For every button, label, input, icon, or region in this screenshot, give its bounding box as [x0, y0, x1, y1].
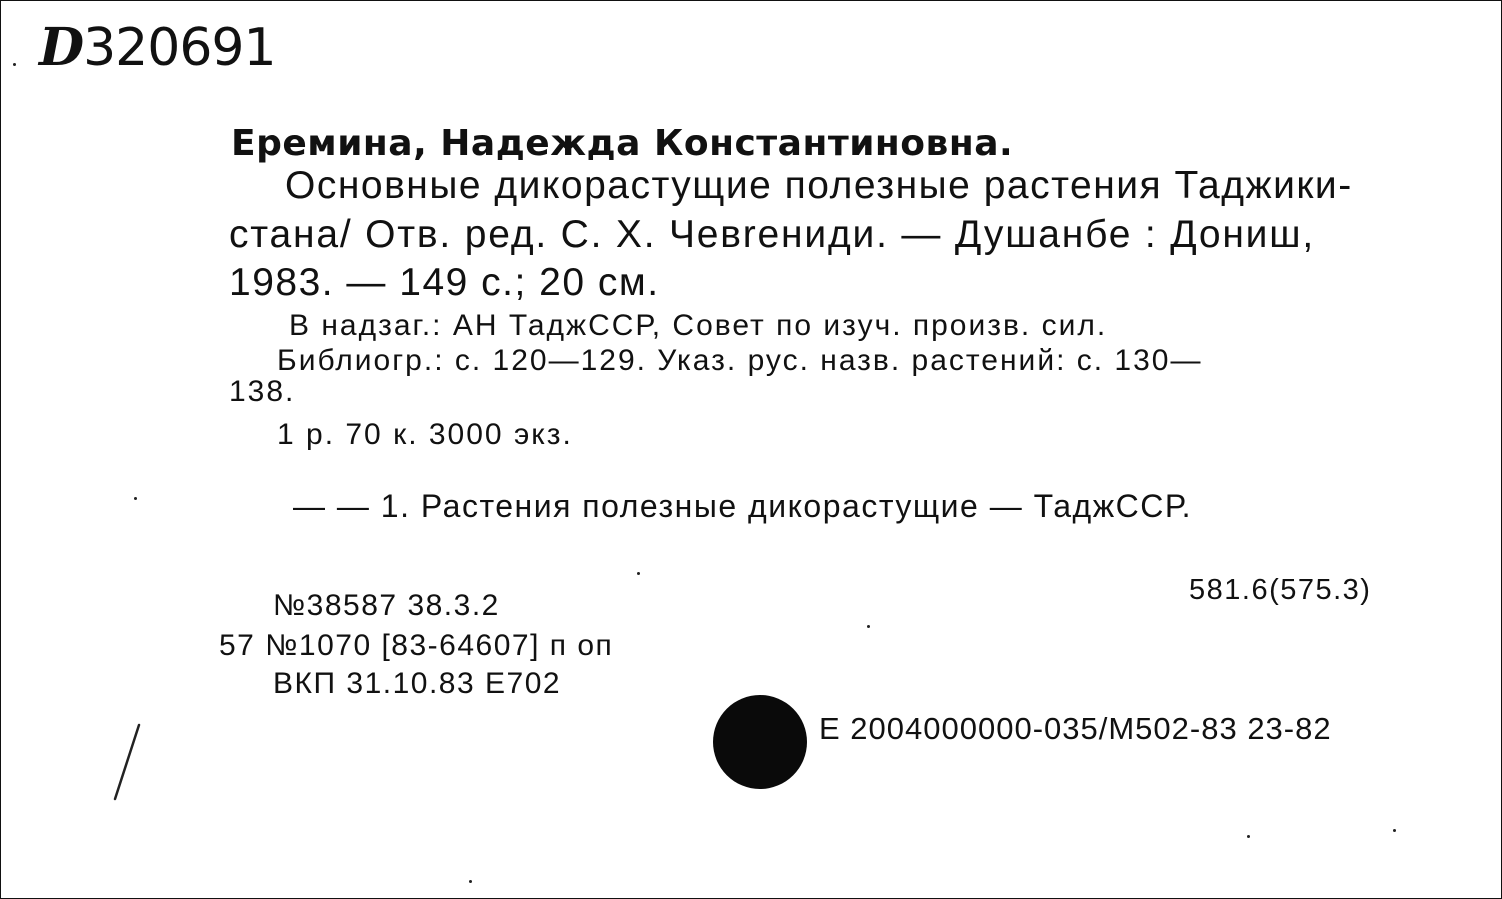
registration-line-2: 57 №1070 [83-64607] п оп [219, 629, 614, 662]
dust-speck [637, 572, 640, 575]
subject-heading: — — 1. Растения полезные дикорастущие — ТаджССР. [293, 488, 1192, 524]
call-number-prefix: D [39, 17, 84, 78]
note-header-org: В надзаг.: АН ТаджССР, Совет по изуч. произв. сил. [289, 309, 1108, 342]
call-number-digits: 320691 [83, 18, 276, 78]
dust-speck [1393, 829, 1396, 832]
dust-speck [13, 63, 16, 66]
note-price-print-run: 1 р. 70 к. 3000 экз. [277, 418, 573, 451]
title-line-2: стана/ Отв. ред. С. Х. Чевreниди. — Душанбе : Дониш, [229, 213, 1315, 256]
dust-speck [134, 497, 137, 500]
dust-speck [867, 625, 870, 628]
registration-line-3: ВКП 31.10.83 Е702 [273, 667, 562, 700]
dust-speck [469, 880, 472, 883]
classification-code: 581.6(575.3) [1189, 574, 1372, 606]
index-code: Е 2004000000-035/М502-83 23-82 [819, 711, 1332, 746]
note-bibliography: Библиогр.: с. 120—129. Указ. рус. назв. растений: с. 130— [277, 344, 1203, 377]
registration-line-1: №38587 38.3.2 [273, 589, 500, 622]
punch-hole [713, 695, 807, 789]
author-heading: Еремина, Надежда Константиновна. [231, 123, 1014, 164]
dust-speck [1247, 835, 1250, 838]
title-line-1: Основные дикорастущие полезные растения Таджики- [285, 164, 1353, 207]
note-bibliography-cont: 138. [229, 375, 296, 408]
title-line-3: 1983. — 149 с.; 20 см. [229, 261, 660, 304]
pencil-mark [111, 723, 145, 801]
call-number [39, 17, 276, 78]
